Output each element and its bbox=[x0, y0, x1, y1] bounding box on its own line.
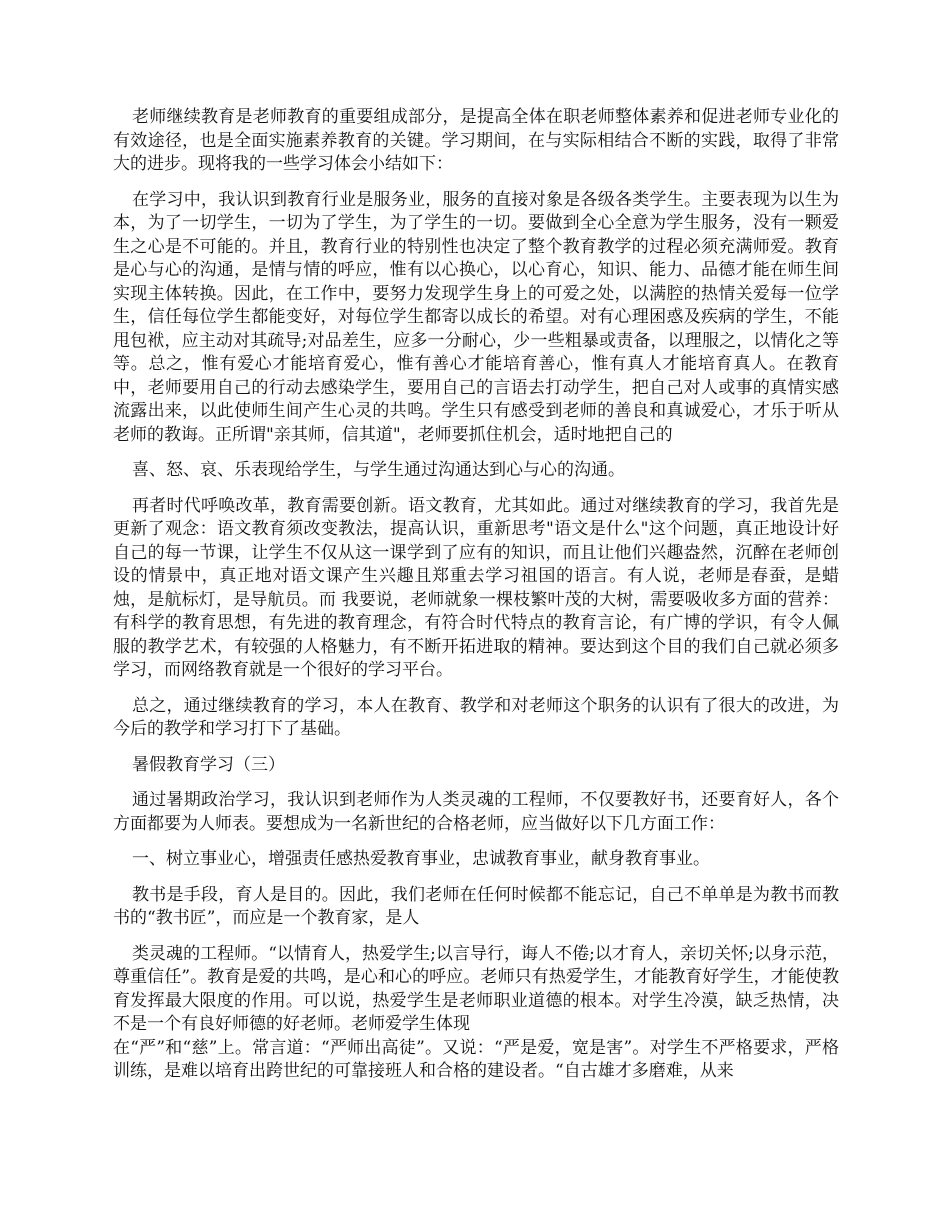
paragraph-strict-kind: 在“严”和“慈”上。常言道：“严师出高徒”。又说：“严是爱，宽是害”。对学生不严格要求，严格训练，是难以培育出跨世纪的可靠接班人和合格的建设者。“自古雄才多磨难，从来 bbox=[113, 1037, 839, 1081]
paragraph-summary: 总之，通过继续教育的学习，本人在教育、教学和对老师这个职务的认识有了很大的改进，为今后的教学和学习打下了基础。 bbox=[113, 695, 839, 739]
document-page bbox=[113, 106, 839, 1096]
section-heading: 暑假教育学习（三） bbox=[132, 754, 285, 775]
paragraph-teaching: 教书是手段，育人是目的。因此，我们老师在任何时候都不能忘记，自己不单单是为教书而教书的“教书匠”，而应是一个教育家，是人 bbox=[113, 884, 839, 928]
paragraph-emotions: 喜、怒、哀、乐表现给学生，与学生通过沟通达到心与心的沟通。 bbox=[132, 460, 625, 480]
paragraph-point-one: 一、树立事业心，增强责任感热爱教育事业，忠诚教育事业，献身教育事业。 bbox=[132, 849, 710, 869]
paragraph-political-study: 通过暑期政治学习，我认识到老师作为人类灵魂的工程师，不仅要教好书，还要育好人，各个方面都要为人师表。要想成为一名新世纪的合格老师，应当做好以下几方面工作： bbox=[113, 790, 839, 834]
paragraph-intro: 老师继续教育是老师教育的重要组成部分，是提高全体在职老师整体素养和促进老师专业化的有效途径，也是全面实施素养教育的关键。学习期间，在与实际相结合不断的实践，取得了非常大的进步。现将我的一些学习体会小结如下： bbox=[113, 107, 839, 174]
paragraph-soul-engineer: 类灵魂的工程师。“以情育人，热爱学生;以言导行，诲人不倦;以才育人，亲切关怀;以身示范，尊重信任”。教育是爱的共鸣，是心和心的呼应。老师只有热爱学生，才能教育好学生，才能使教育发挥最大限度的作用。可以说，热爱学生是老师职业道德的根本。对学生冷漠，缺乏热情，决不是一个有良好师德的好老师。老师爱学生体现 bbox=[113, 943, 839, 1034]
paragraph-service: 在学习中，我认识到教育行业是服务业，服务的直接对象是各级各类学生。主要表现为以生为本，为了一切学生，一切为了学生，为了学生的一切。要做到全心全意为学生服务，没有一颗爱生之心是不可能的。并且，教育行业的特别性也决定了整个教育教学的过程必须充满师爱。教育是心与心的沟通，是情与情的呼应，惟有以心换心，以心育心，知识、能力、品德才能在师生间实现主体转换。因此，在工作中，要努力发现学生身上的可爱之处，以满腔的热情关爱每一位学生，信任每位学生都能变好，对每位学生都寄以成长的希望。对有心理困惑及疾病的学生，不能甩包袱，应主动对其疏导;对品差生，应多一分耐心，少一些粗暴或责备，以理服之，以情化之等等。总之，惟有爱心才能培育爱心，惟有善心才能培育善心，惟有真人才能培育真人。在教育中，老师要用自己的行动去感染学生，要用自己的言语去打动学生，把自己对人或事的真情实感流露出来，以此使师生间产生心灵的共鸣。学生只有感受到老师的善良和真诚爱心，才乐于听从老师的教诲。正所谓"亲其师，信其道"，老师要抓住机会，适时地把自己的 bbox=[113, 189, 839, 445]
paragraph-reform: 再者时代呼唤改革，教育需要创新。语文教育，尤其如此。通过对继续教育的学习，我首先是更新了观念：语文教育须改变教法，提高认识，重新思考"语文是什么"这个问题，真正地设计好自己的每一节课，让学生不仅从这一课学到了应有的知识，而且让他们兴趣盎然，沉醉在老师创设的情景中，真正地对语文课产生兴趣且郑重去学习祖国的语言。有人说，老师是春蚕，是蜡烛，是航标灯，是导航员。而 我要说，老师就象一棵枝繁叶茂的大树，需要吸收多方面的营养：有科学的教育思想，有先进的教育理念，有符合时代特点的教育言论，有广博的学识，有令人佩服的教学艺术，有较强的人格魅力，有不断开拓进取的精神。要达到这个目的我们自己就必须多学习，而网络教育就是一个很好的学习平台。 bbox=[113, 495, 839, 680]
